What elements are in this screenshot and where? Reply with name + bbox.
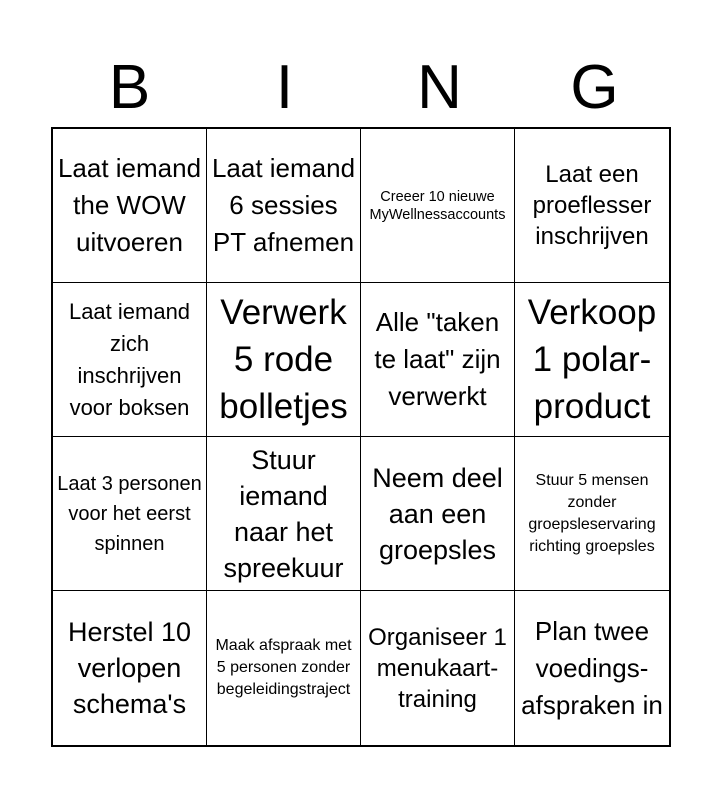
header-letter-n: N [417,53,462,122]
bingo-cell[interactable] [361,129,515,283]
bingo-cell[interactable] [207,129,361,283]
bingo-cell[interactable] [207,283,361,437]
cell-text: Laat iemand 6 sessies PT afnemen [211,153,356,257]
cell-text: Laat iemand the WOW uitvoeren [57,153,202,257]
bingo-cell[interactable] [361,437,515,591]
cell-text: Herstel 10 verlopen schema's [67,617,192,719]
cell-text: Laat 3 personen voor het eerst spinnen [57,472,202,555]
cell-text: Laat iemand zich inschrijven voor boksen [68,298,191,420]
bingo-grid [51,127,671,747]
bingo-cell[interactable] [207,437,361,591]
header-letter-b: B [108,53,151,122]
bingo-cell[interactable] [361,283,515,437]
bingo-cell[interactable] [515,591,669,745]
bingo-cell[interactable] [361,591,515,745]
bingo-cell[interactable] [515,129,669,283]
header-letter-i: I [275,53,294,122]
cell-text: Stuur 5 mensen zonder groepsleservaring richting groepsles [528,471,656,555]
cell-text: Laat een proeflesser inschrijven [532,161,652,250]
bingo-cell[interactable] [53,129,207,283]
bingo-cell[interactable] [515,283,669,437]
bingo-cell[interactable] [207,591,361,745]
bingo-cell[interactable] [53,591,207,745]
cell-text: Stuur iemand naar het spreekuur [223,444,344,583]
cell-text: Plan twee voedings-afspraken in [521,615,663,720]
bingo-cell[interactable] [53,283,207,437]
cell-text: Neem deel aan een groepsles [372,462,503,565]
cell-text: Verwerk 5 rode bolletjes [219,293,348,426]
bingo-cell[interactable] [53,437,207,591]
bingo-cell[interactable] [515,437,669,591]
header-letter-g: G [570,53,619,122]
cell-text: Creeer 10 nieuwe MyWellnessaccounts [369,188,506,223]
cell-text: Verkoop 1 polar-product [527,293,657,426]
cell-text: Alle "taken te laat" zijn verwerkt [374,307,501,411]
bingo-header [52,52,672,124]
cell-text: Organiseer 1 menukaart-training [368,623,507,713]
cell-text: Maak afspraak met 5 personen zonder begeleidingstraject [215,637,352,698]
